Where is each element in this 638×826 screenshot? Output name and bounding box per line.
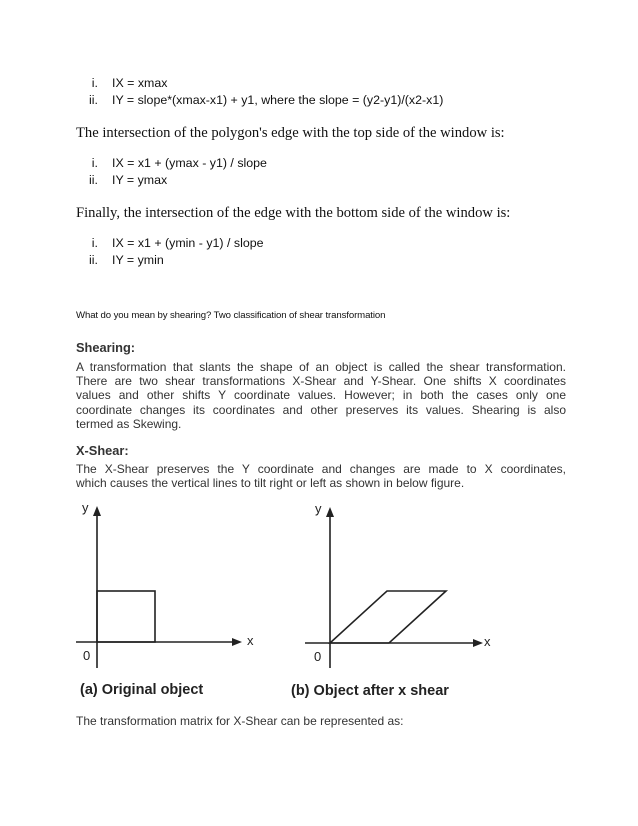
right-caption: (b) Object after x shear (291, 683, 449, 699)
right-y-label: y (315, 501, 322, 516)
list-text: IX = x1 + (ymin - y1) / slope (112, 236, 264, 250)
right-x-label: x (484, 634, 491, 649)
right-y-arrowhead (326, 507, 334, 517)
right-origin-label: 0 (314, 649, 322, 664)
left-origin-label: 0 (83, 648, 91, 663)
paragraph-line: There are two shear transformations X-Shear and Y-Shear. One shifts X coordinates (76, 374, 566, 389)
shearing-heading: Shearing: (76, 340, 136, 355)
paragraph-bottom-side: Finally, the intersection of the edge with the bottom side of the window is: (76, 205, 511, 221)
list-text: IY = ymax (112, 173, 168, 187)
original-object-square (97, 591, 155, 642)
list-number: ii. (89, 253, 98, 267)
right-x-arrowhead (473, 639, 483, 647)
paragraph-line: coordinate changes its coordinates and other preserves its values. Shearing is also (76, 402, 566, 417)
left-x-label: x (247, 633, 254, 648)
paragraph-line: termed as Skewing. (76, 416, 182, 431)
list-number: ii. (89, 173, 98, 187)
list-text: IX = xmax (112, 76, 168, 90)
left-caption: (a) Original object (80, 682, 204, 698)
left-y-arrowhead (93, 506, 101, 516)
question-text: What do you mean by shearing? Two classification of shear transformation (76, 310, 386, 321)
paragraph-line: A transformation that slants the shape of an object is called the shear transformation. (76, 360, 566, 374)
paragraph-line: which causes the vertical lines to tilt right or left as shown in below figure. (76, 476, 465, 491)
xshear-heading: X-Shear: (76, 443, 129, 458)
paragraph-top-side: The intersection of the polygon's edge with the top side of the window is: (76, 125, 505, 141)
left-x-arrowhead (232, 638, 242, 646)
list-number: i. (91, 236, 98, 250)
left-y-label: y (82, 500, 89, 515)
list-number: i. (91, 156, 98, 170)
paragraph-line: values and other shifts Y coordinate values. However; in both the cases only one (76, 388, 566, 403)
list-text: IY = slope*(xmax-x1) + y1, where the slope = (y2-y1)/(x2-x1) (112, 93, 444, 107)
list-number: i. (91, 76, 98, 90)
paragraph-line: The transformation matrix for X-Shear can be represented as: (76, 714, 404, 728)
list-text: IX = x1 + (ymax - y1) / slope (112, 156, 267, 170)
list-text: IY = ymin (112, 253, 164, 267)
sheared-parallelogram (330, 591, 446, 643)
paragraph-line: The X-Shear preserves the Y coordinate and changes are made to X coordinates, (76, 462, 566, 476)
closing-paragraph (76, 714, 566, 728)
list-number: ii. (89, 93, 98, 107)
